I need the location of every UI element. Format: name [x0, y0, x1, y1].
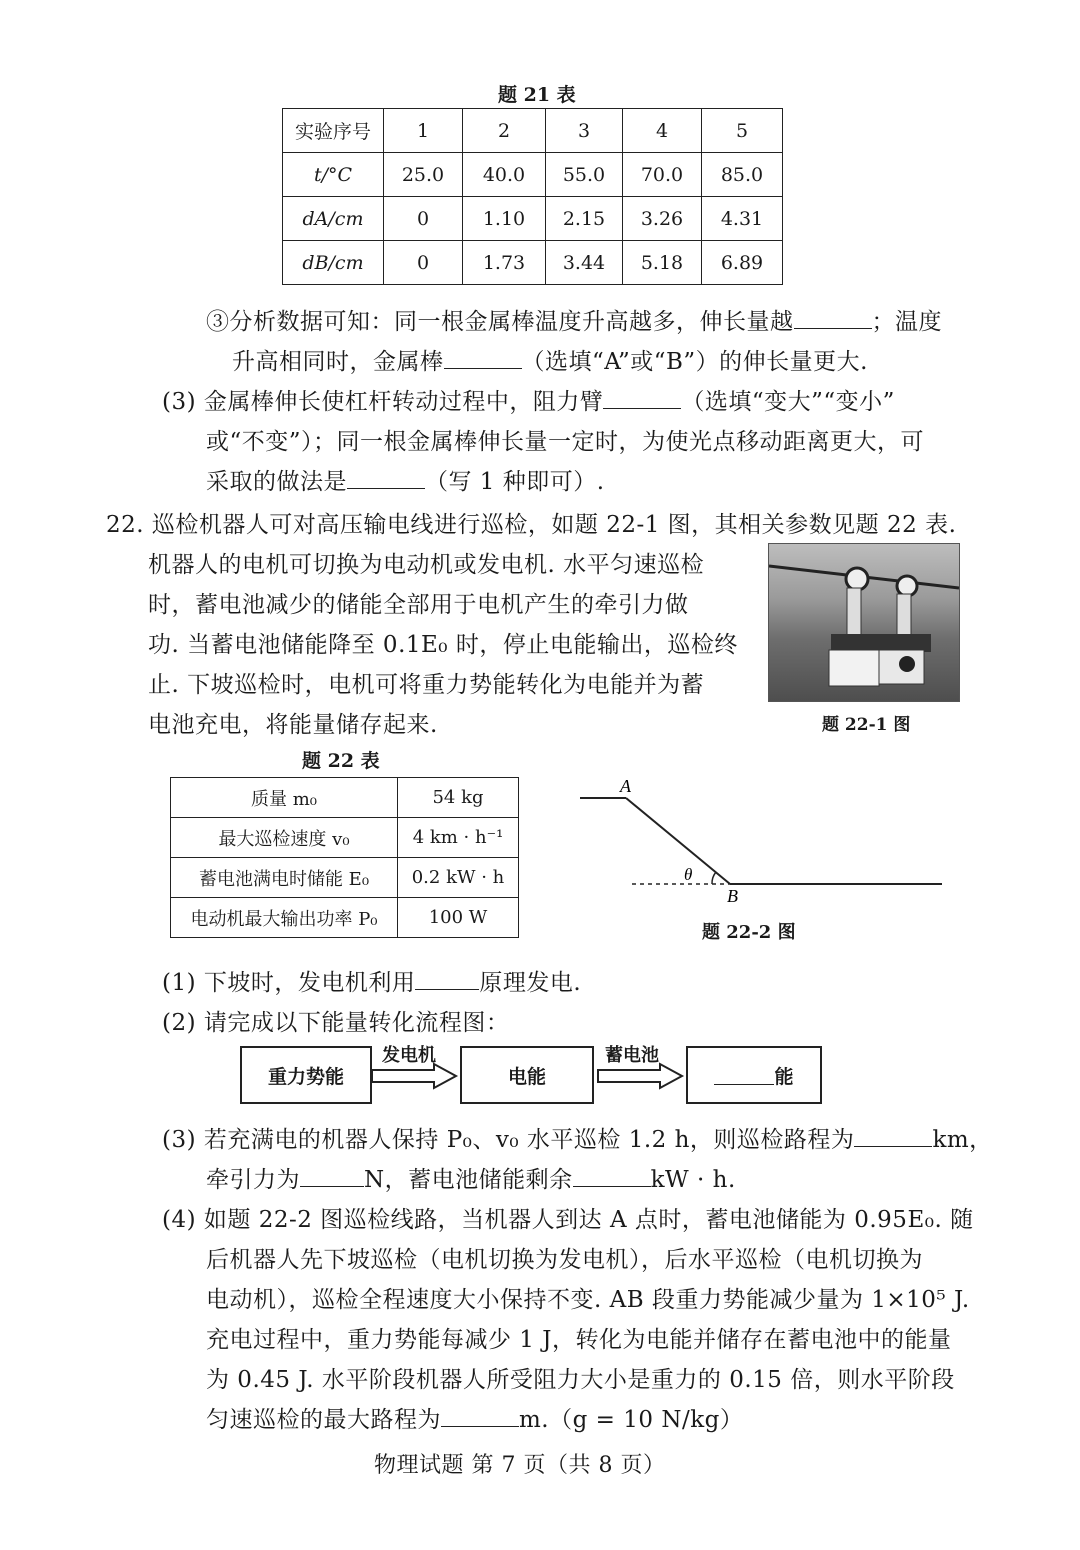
q22-sub4-line6: 匀速巡检的最大路程为 m.（g = 10 N/kg） — [206, 1407, 744, 1433]
table-cell: 6.89 — [702, 241, 783, 285]
table-cell: 蓄电池满电时储能 E₀ — [171, 858, 398, 898]
table-cell: 4 km · h⁻¹ — [398, 818, 519, 858]
robot-icon — [769, 544, 959, 701]
flow-arrow1-label: 发电机 — [382, 1045, 436, 1066]
q22-intro-line2: 机器人的电机可切换为电动机或发电机. 水平匀速巡检 — [148, 552, 705, 578]
table22 — [170, 777, 519, 938]
flow-box-electric: 电能 — [460, 1046, 594, 1104]
q21-sub3-line1: (3) 金属棒伸长使杠杆转动过程中，阻力臂 （选填“变大”“变小” — [162, 389, 895, 415]
table-cell: 5 — [702, 109, 783, 153]
table-cell: 0 — [384, 197, 463, 241]
q22-sub4-line5: 为 0.45 J. 水平阶段机器人所受阻力大小是重力的 0.15 倍，则水平阶段 — [206, 1367, 955, 1393]
table-row — [171, 818, 519, 858]
q22-sub4-line1: (4) 如题 22-2 图巡检线路，当机器人到达 A 点时，蓄电池储能为 0.95E₀. 随 — [162, 1207, 974, 1233]
table-cell: 1.73 — [463, 241, 546, 285]
q22-sub4-line3: 电动机），巡检全程速度大小保持不变. AB 段重力势能减少量为 1×10⁵ J. — [206, 1287, 970, 1313]
slope-diagram — [570, 772, 950, 902]
q22-sub2: (2) 请完成以下能量转化流程图： — [162, 1010, 510, 1036]
table22-caption: 题 22 表 — [302, 750, 380, 772]
answer-blank[interactable] — [415, 971, 479, 990]
q22-intro-line1: 22. 巡检机器人可对高压输电线进行巡检，如题 22-1 图，其相关参数见题 22 表. — [106, 512, 957, 538]
table-cell: 0.2 kW · h — [398, 858, 519, 898]
table-row — [283, 197, 783, 241]
q22-intro-line6: 电池充电，将能量储存起来. — [148, 712, 438, 738]
fig22-2-caption: 题 22-2 图 — [702, 922, 796, 943]
table-cell: 实验序号 — [283, 109, 384, 153]
q22-intro-line5: 止. 下坡巡检时，电机可将重力势能转化为电能并为蓄 — [148, 672, 705, 698]
table-cell: 70.0 — [623, 153, 702, 197]
table-cell: 55.0 — [546, 153, 623, 197]
table-cell: 1.10 — [463, 197, 546, 241]
table-cell: 0 — [384, 241, 463, 285]
q22-intro-line4: 功. 当蓄电池储能降至 0.1E₀ 时，停止电能输出，巡检终 — [148, 632, 738, 658]
table-cell: 2.15 — [546, 197, 623, 241]
table-row — [283, 109, 783, 153]
table-cell: 质量 m₀ — [171, 778, 398, 818]
arrow-right-icon — [596, 1062, 686, 1090]
answer-blank[interactable] — [573, 1168, 651, 1187]
table-cell: 4 — [623, 109, 702, 153]
table-cell: 40.0 — [463, 153, 546, 197]
table-cell: 2 — [463, 109, 546, 153]
answer-blank[interactable] — [794, 310, 872, 329]
table-cell: t/°C — [283, 153, 384, 197]
arrow-right-icon — [370, 1062, 460, 1090]
table-cell: 100 W — [398, 898, 519, 938]
table-cell: 54 kg — [398, 778, 519, 818]
point-b-label: B — [727, 886, 738, 902]
q21-analysis-line1: ③分析数据可知：同一根金属棒温度升高越多，伸长量越 ；温度 — [206, 309, 942, 335]
flow-box-gravitational: 重力势能 — [240, 1046, 372, 1104]
answer-blank[interactable] — [300, 1168, 364, 1187]
answer-blank[interactable] — [441, 1408, 519, 1427]
angle-arc — [712, 872, 716, 884]
q22-sub3-line2: 牵引力为 N，蓄电池储能剩余 kW · h. — [206, 1167, 736, 1193]
point-a-label: A — [620, 776, 631, 796]
flow-box-answer: 能 — [686, 1046, 822, 1104]
table-row — [283, 153, 783, 197]
answer-blank[interactable] — [347, 470, 425, 489]
table21-caption: 题 21 表 — [498, 84, 576, 106]
q22-sub1: (1) 下坡时，发电机利用 原理发电. — [162, 970, 582, 996]
table-cell: 5.18 — [623, 241, 702, 285]
table-cell: 3 — [546, 109, 623, 153]
table-cell: 3.44 — [546, 241, 623, 285]
flow-arrow2-label: 蓄电池 — [605, 1045, 659, 1066]
answer-blank[interactable] — [444, 350, 522, 369]
q22-sub4-line4: 充电过程中，重力势能每减少 1 J，转化为电能并储存在蓄电池中的能量 — [206, 1327, 952, 1353]
table-cell: 25.0 — [384, 153, 463, 197]
q22-intro-line3: 时，蓄电池减少的储能全部用于电机产生的牵引力做 — [148, 592, 689, 618]
q22-sub3-line1: (3) 若充满电的机器人保持 P₀、v₀ 水平巡检 1.2 h，则巡检路程为 km， — [162, 1127, 993, 1153]
q21-sub3-line2: 或“不变”）；同一根金属棒伸长量一定时，为使光点移动距离更大，可 — [206, 429, 925, 455]
answer-blank[interactable] — [603, 390, 681, 409]
angle-theta-label: θ — [684, 865, 693, 884]
answer-blank[interactable] — [714, 1066, 774, 1085]
table-row — [171, 858, 519, 898]
q22-sub4-line2: 后机器人先下坡巡检（电机切换为发电机），后水平巡检（电机切换为 — [206, 1247, 923, 1273]
table21 — [282, 108, 783, 285]
page-footer: 物理试题 第 7 页（共 8 页） — [374, 1453, 666, 1478]
table-row — [283, 241, 783, 285]
answer-blank[interactable] — [854, 1128, 932, 1147]
robot-photo — [768, 543, 960, 702]
q21-sub3-line3: 采取的做法是 （写 1 种即可）. — [206, 469, 605, 495]
table-cell: 最大巡检速度 v₀ — [171, 818, 398, 858]
table-cell: dA/cm — [283, 197, 384, 241]
table-row — [171, 778, 519, 818]
slope-track — [626, 798, 730, 884]
table-cell: 电动机最大输出功率 P₀ — [171, 898, 398, 938]
table-cell: 85.0 — [702, 153, 783, 197]
table-cell: 3.26 — [623, 197, 702, 241]
table-cell: 1 — [384, 109, 463, 153]
table-cell: dB/cm — [283, 241, 384, 285]
fig22-1-caption: 题 22-1 图 — [822, 715, 911, 735]
table-cell: 4.31 — [702, 197, 783, 241]
table-row — [171, 898, 519, 938]
q21-analysis-line2: 升高相同时，金属棒 （选填“A”或“B”）的伸长量更大. — [232, 349, 868, 375]
